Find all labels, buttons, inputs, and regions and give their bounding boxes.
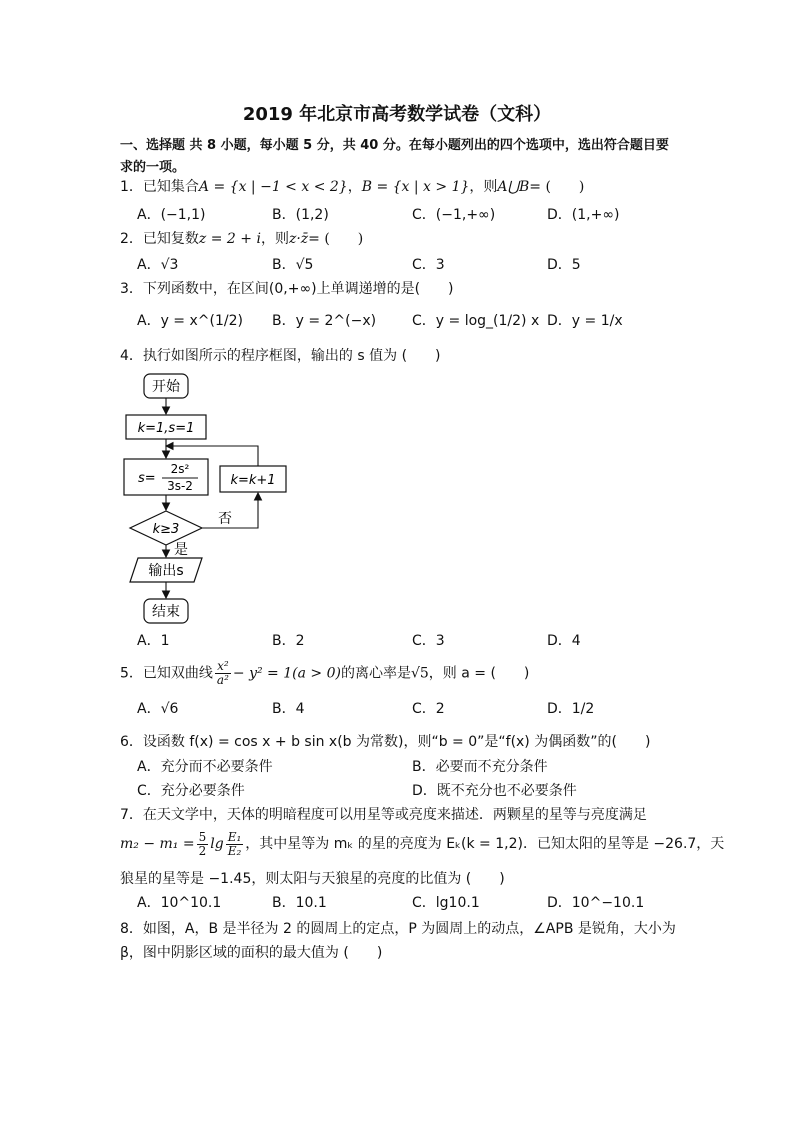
question-text: 如图，A，B 是半径为 2 的圆周上的定点，P 为圆周上的动点，∠APB 是锐角，大小为 <box>142 921 676 937</box>
option-d: D．10^−10.1 <box>547 895 645 911</box>
option-b: B．10.1 <box>272 895 327 911</box>
fraction-denominator: a² <box>216 673 229 687</box>
option-b: B．y = 2^(−x) <box>272 313 377 329</box>
math-set-a: A = {x | −1 < x < 2} <box>198 179 348 195</box>
flow-end-label: 结束 <box>152 604 180 620</box>
question-number: 5． <box>120 665 143 682</box>
question-text: 狼星的星等是 −1.45，则太阳与天狼星的亮度的比值为 ( ) <box>120 871 505 887</box>
question-text: 设函数 f(x) = cos x + b sin x(b 为常数)，则“b = 0”是“f(x) 为偶函数”的( ) <box>142 734 651 750</box>
question-7-line-2 <box>120 830 724 858</box>
question-number: 8． <box>120 921 143 937</box>
option-d: D．(1,+∞) <box>547 207 620 223</box>
fraction-numerator: E₁ <box>227 829 242 844</box>
question-text: ，则 <box>469 179 498 195</box>
question-number: 2． <box>120 231 143 247</box>
fraction-denominator: E₂ <box>227 843 242 858</box>
question-text: 执行如图所示的程序框图，输出的 s 值为 ( ) <box>142 348 441 364</box>
page-title: 2019 年北京市高考数学试卷（文科） <box>242 104 552 125</box>
question-text: ，其中星等为 mₖ 的星的亮度为 Eₖ(k = 1,2)．已知太阳的星等是 −26.7，天 <box>245 836 725 852</box>
math-fraction <box>215 660 231 687</box>
option-a: A．1 <box>137 633 170 649</box>
option-b: B．(1,2) <box>272 207 329 223</box>
question-text: 的离心率是 <box>340 665 411 682</box>
question-2 <box>120 230 363 248</box>
question-8-line-2 <box>120 944 382 962</box>
math-expr: z = 2 + i <box>198 231 261 247</box>
option-a: A．10^10.1 <box>137 895 222 911</box>
question-6 <box>120 733 650 751</box>
question-text: ，则 a = ( ) <box>428 665 530 682</box>
option-a: A．y = x^(1/2) <box>137 313 243 329</box>
math-set-b: B = {x | x > 1} <box>361 179 470 195</box>
option-a: A．√3 <box>137 257 179 273</box>
option-d: D．既不充分也不必要条件 <box>412 783 577 799</box>
answer-blank: = ( ) <box>308 231 364 247</box>
question-number: 3． <box>120 281 143 297</box>
flow-start-label: 开始 <box>152 379 180 395</box>
fraction-numerator: x² <box>217 659 229 673</box>
option-b: B．4 <box>272 701 305 717</box>
option-d: D．4 <box>547 633 581 649</box>
option-c: C．y = log_(1/2) x <box>412 313 540 329</box>
question-number: 4． <box>120 348 143 364</box>
flow-assign-box <box>124 459 208 495</box>
math-expr: z·z̄ <box>288 231 309 247</box>
option-d: D．y = 1/x <box>547 313 623 329</box>
flow-yes-label: 是 <box>174 542 188 558</box>
option-a: A．√6 <box>137 701 179 717</box>
question-text: ，则 <box>260 231 289 247</box>
option-c: C．充分必要条件 <box>137 783 245 799</box>
flow-assign-den: 3s-2 <box>167 479 193 493</box>
answer-blank: = ( ) <box>529 179 585 195</box>
option-c: C．2 <box>412 701 445 717</box>
question-number: 6． <box>120 734 143 750</box>
question-text: 已知双曲线 <box>142 665 213 682</box>
math-expr: lg <box>210 836 224 852</box>
question-number: 7． <box>120 807 143 823</box>
option-d: D．5 <box>547 257 581 273</box>
question-text: β，图中阴影区域的面积的最大值为 ( ) <box>120 945 383 961</box>
question-text: 已知复数 <box>142 231 199 247</box>
option-d: D．1/2 <box>547 701 595 717</box>
math-union: A⋃B <box>497 179 530 195</box>
flow-init-label: k=1,s=1 <box>137 421 195 436</box>
flow-condition-label: k≥3 <box>152 522 180 537</box>
flowchart <box>118 368 298 632</box>
question-8-line-1 <box>120 920 676 938</box>
question-text: 在天文学中，天体的明暗程度可以用星等或亮度来描述．两颗星的星等与亮度满足 <box>142 807 647 823</box>
flow-no-label: 否 <box>218 511 232 527</box>
section-header: 一、选择题 共 8 小题，每小题 5 分，共 40 分。在每小题列出的四个选项中，选出符合题目要求的一项。 <box>120 138 669 175</box>
question-1 <box>120 178 584 196</box>
flow-incr-label: k=k+1 <box>230 473 276 488</box>
question-7-line-3 <box>120 870 505 888</box>
question-4 <box>120 347 441 365</box>
question-number: 1． <box>120 179 143 195</box>
math-fraction <box>226 831 244 858</box>
question-7-line-1 <box>120 806 647 824</box>
question-text: 已知集合 <box>142 179 199 195</box>
option-b: B．√5 <box>272 257 314 273</box>
flow-assign-lhs: s= <box>138 471 156 486</box>
math-fraction <box>197 831 209 858</box>
fraction-denominator: 2 <box>198 843 207 858</box>
flow-assign-num: 2s² <box>170 462 190 476</box>
math-expr: − y² = 1(a > 0) <box>232 665 341 682</box>
option-a: A．充分而不必要条件 <box>137 759 273 775</box>
option-c: C．3 <box>412 257 445 273</box>
option-c: C．lg10.1 <box>412 895 480 911</box>
question-5 <box>120 660 529 687</box>
option-a: A．(−1,1) <box>137 207 206 223</box>
flow-output-label: 输出s <box>148 563 184 579</box>
option-b: B．必要而不充分条件 <box>412 759 548 775</box>
fraction-numerator: 5 <box>198 829 207 844</box>
math-expr: √5 <box>410 665 429 682</box>
option-b: B．2 <box>272 633 305 649</box>
question-3 <box>120 280 454 298</box>
option-c: C．(−1,+∞) <box>412 207 496 223</box>
option-c: C．3 <box>412 633 445 649</box>
question-text: 下列函数中，在区间(0,+∞)上单调递增的是( ) <box>142 281 454 297</box>
math-expr: m₂ − m₁ = <box>120 836 195 852</box>
punct: ， <box>347 179 362 195</box>
